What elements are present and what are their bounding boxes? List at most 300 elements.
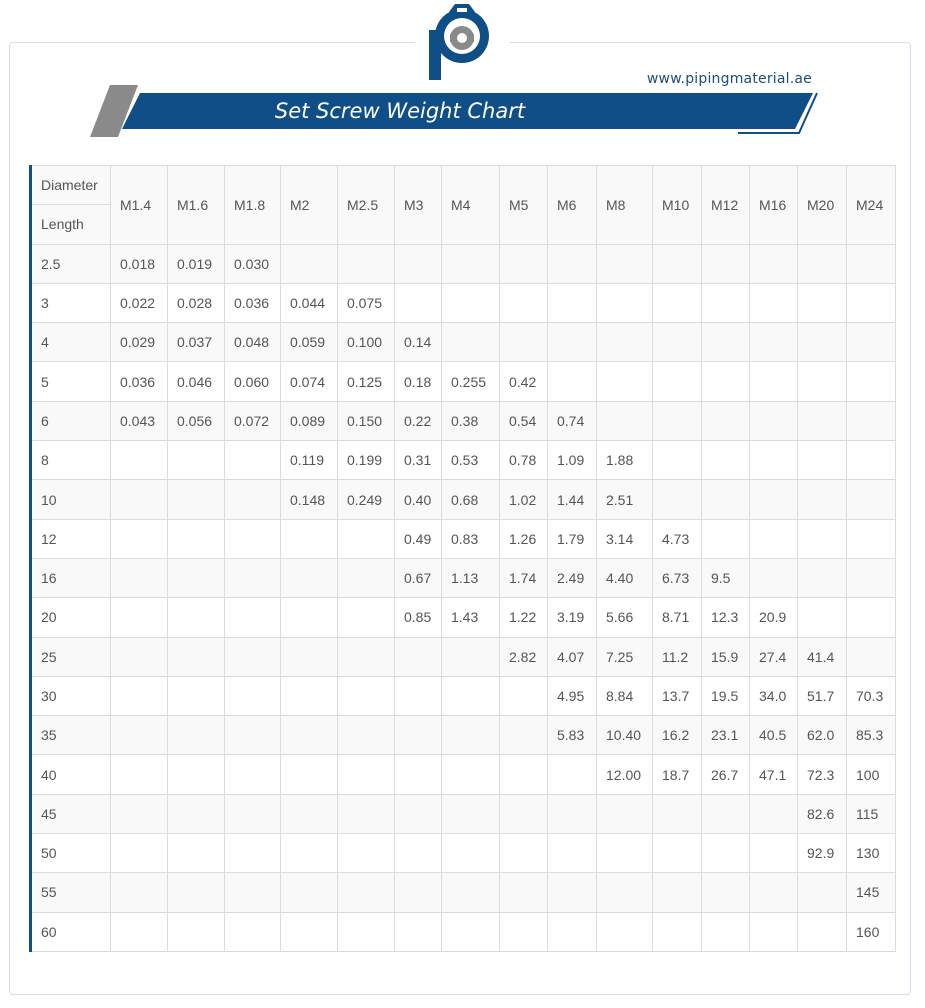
table-row <box>31 283 896 322</box>
weight-cell <box>168 912 225 951</box>
weight-cell <box>225 912 281 951</box>
weight-cell: 47.1 <box>750 755 798 794</box>
weight-cell <box>847 441 896 480</box>
weight-cell <box>653 480 702 519</box>
weight-cell <box>281 873 338 912</box>
weight-cell: 130 <box>847 834 896 873</box>
header-length: Length <box>31 205 111 244</box>
weight-cell <box>702 912 750 951</box>
weight-cell <box>225 637 281 676</box>
weight-cell <box>597 834 653 873</box>
weight-cell <box>442 283 500 322</box>
table-row <box>31 637 896 676</box>
length-cell: 60 <box>31 912 111 951</box>
weight-cell <box>597 794 653 833</box>
header-size: M16 <box>750 166 798 245</box>
weight-cell <box>338 637 395 676</box>
weight-cell <box>168 480 225 519</box>
weight-cell <box>750 912 798 951</box>
weight-cell: 0.028 <box>168 283 225 322</box>
table-row <box>31 441 896 480</box>
weight-cell: 4.73 <box>653 519 702 558</box>
weight-cell <box>281 637 338 676</box>
weight-cell: 0.49 <box>395 519 442 558</box>
weight-cell <box>597 401 653 440</box>
weight-cell: 16.2 <box>653 716 702 755</box>
length-cell: 25 <box>31 637 111 676</box>
weight-cell <box>225 558 281 597</box>
weight-cell: 0.037 <box>168 323 225 362</box>
weight-cell: 0.40 <box>395 480 442 519</box>
weight-cell: 0.029 <box>111 323 168 362</box>
weight-cell <box>702 441 750 480</box>
weight-cell <box>281 716 338 755</box>
weight-cell <box>702 834 750 873</box>
weight-cell: 0.119 <box>281 441 338 480</box>
length-cell: 35 <box>31 716 111 755</box>
weight-cell: 1.09 <box>548 441 597 480</box>
weight-cell <box>702 244 750 283</box>
weight-cell: 0.150 <box>338 401 395 440</box>
weight-cell <box>442 912 500 951</box>
weight-cell <box>225 873 281 912</box>
weight-cell <box>168 676 225 715</box>
length-cell: 40 <box>31 755 111 794</box>
weight-cell: 1.88 <box>597 441 653 480</box>
weight-cell: 0.255 <box>442 362 500 401</box>
weight-chart-table <box>29 165 896 952</box>
weight-cell <box>395 794 442 833</box>
weight-cell <box>395 755 442 794</box>
weight-cell <box>750 323 798 362</box>
weight-cell <box>597 362 653 401</box>
weight-cell <box>225 598 281 637</box>
weight-cell: 3.19 <box>548 598 597 637</box>
weight-cell <box>395 283 442 322</box>
weight-cell <box>750 794 798 833</box>
weight-cell <box>442 834 500 873</box>
weight-cell <box>168 558 225 597</box>
weight-cell <box>281 519 338 558</box>
weight-cell <box>111 519 168 558</box>
length-cell: 50 <box>31 834 111 873</box>
weight-cell <box>500 873 548 912</box>
weight-cell <box>111 480 168 519</box>
header-size: M10 <box>653 166 702 245</box>
table-row <box>31 912 896 951</box>
weight-cell <box>111 676 168 715</box>
weight-cell <box>111 794 168 833</box>
weight-cell <box>847 519 896 558</box>
weight-cell: 5.66 <box>597 598 653 637</box>
weight-cell: 0.67 <box>395 558 442 597</box>
length-cell: 5 <box>31 362 111 401</box>
weight-cell <box>750 558 798 597</box>
length-cell: 55 <box>31 873 111 912</box>
weight-cell <box>750 834 798 873</box>
weight-cell <box>847 558 896 597</box>
weight-cell <box>798 283 847 322</box>
weight-cell <box>168 834 225 873</box>
weight-cell: 0.54 <box>500 401 548 440</box>
weight-cell <box>548 834 597 873</box>
table-row <box>31 598 896 637</box>
weight-cell: 160 <box>847 912 896 951</box>
weight-cell: 0.044 <box>281 283 338 322</box>
table-row <box>31 323 896 362</box>
weight-cell <box>338 558 395 597</box>
length-cell: 12 <box>31 519 111 558</box>
header-size: M12 <box>702 166 750 245</box>
table-row <box>31 794 896 833</box>
weight-cell <box>281 755 338 794</box>
length-cell: 8 <box>31 441 111 480</box>
weight-cell <box>798 362 847 401</box>
weight-cell <box>111 441 168 480</box>
weight-cell <box>281 676 338 715</box>
weight-cell <box>225 519 281 558</box>
weight-cell <box>798 598 847 637</box>
weight-cell: 12.3 <box>702 598 750 637</box>
weight-cell <box>442 244 500 283</box>
weight-cell: 13.7 <box>653 676 702 715</box>
weight-cell: 0.38 <box>442 401 500 440</box>
weight-cell <box>847 598 896 637</box>
weight-cell <box>847 244 896 283</box>
weight-cell: 1.74 <box>500 558 548 597</box>
weight-cell: 18.7 <box>653 755 702 794</box>
weight-cell <box>442 755 500 794</box>
weight-cell: 100 <box>847 755 896 794</box>
weight-cell: 8.71 <box>653 598 702 637</box>
table-row <box>31 676 896 715</box>
table-row <box>31 244 896 283</box>
weight-cell <box>653 834 702 873</box>
weight-cell: 82.6 <box>798 794 847 833</box>
weight-cell <box>500 244 548 283</box>
header-size: M6 <box>548 166 597 245</box>
weight-cell: 51.7 <box>798 676 847 715</box>
weight-cell: 92.9 <box>798 834 847 873</box>
weight-cell <box>750 441 798 480</box>
weight-cell: 20.9 <box>750 598 798 637</box>
weight-cell <box>395 676 442 715</box>
weight-cell <box>653 912 702 951</box>
weight-cell <box>702 362 750 401</box>
weight-cell: 0.53 <box>442 441 500 480</box>
weight-cell: 1.43 <box>442 598 500 637</box>
weight-cell <box>338 519 395 558</box>
header-size: M3 <box>395 166 442 245</box>
weight-cell: 34.0 <box>750 676 798 715</box>
weight-cell: 4.40 <box>597 558 653 597</box>
header-size: M8 <box>597 166 653 245</box>
weight-cell: 23.1 <box>702 716 750 755</box>
weight-cell <box>338 598 395 637</box>
table-row <box>31 480 896 519</box>
weight-cell <box>750 362 798 401</box>
weight-cell <box>281 598 338 637</box>
table-row <box>31 873 896 912</box>
weight-cell: 0.089 <box>281 401 338 440</box>
weight-cell <box>168 755 225 794</box>
weight-cell <box>798 558 847 597</box>
weight-cell: 0.74 <box>548 401 597 440</box>
weight-cell: 8.84 <box>597 676 653 715</box>
weight-cell <box>653 873 702 912</box>
weight-cell <box>442 637 500 676</box>
weight-cell <box>168 716 225 755</box>
weight-cell: 41.4 <box>798 637 847 676</box>
weight-cell <box>798 873 847 912</box>
weight-cell <box>548 755 597 794</box>
length-cell: 6 <box>31 401 111 440</box>
weight-cell: 5.83 <box>548 716 597 755</box>
weight-cell <box>168 873 225 912</box>
weight-cell: 0.036 <box>225 283 281 322</box>
length-cell: 20 <box>31 598 111 637</box>
weight-cell: 7.25 <box>597 637 653 676</box>
weight-cell <box>442 676 500 715</box>
length-cell: 4 <box>31 323 111 362</box>
weight-cell: 0.85 <box>395 598 442 637</box>
weight-cell <box>500 755 548 794</box>
table-row <box>31 362 896 401</box>
weight-cell <box>653 244 702 283</box>
weight-cell <box>111 912 168 951</box>
weight-cell <box>653 401 702 440</box>
weight-cell <box>111 834 168 873</box>
weight-cell: 0.074 <box>281 362 338 401</box>
weight-cell: 0.199 <box>338 441 395 480</box>
header-diameter: Diameter <box>31 166 111 205</box>
weight-cell: 0.22 <box>395 401 442 440</box>
weight-cell <box>111 873 168 912</box>
weight-cell <box>168 519 225 558</box>
weight-cell <box>442 873 500 912</box>
weight-cell: 1.22 <box>500 598 548 637</box>
weight-cell: 0.046 <box>168 362 225 401</box>
weight-cell <box>500 794 548 833</box>
weight-cell <box>750 283 798 322</box>
weight-cell: 145 <box>847 873 896 912</box>
weight-cell <box>702 401 750 440</box>
header-size: M5 <box>500 166 548 245</box>
header-size: M1.4 <box>111 166 168 245</box>
table-row <box>31 401 896 440</box>
length-cell: 30 <box>31 676 111 715</box>
weight-cell: 11.2 <box>653 637 702 676</box>
weight-cell: 0.018 <box>111 244 168 283</box>
weight-cell <box>847 362 896 401</box>
weight-cell <box>702 794 750 833</box>
weight-cell <box>798 480 847 519</box>
weight-cell: 19.5 <box>702 676 750 715</box>
header-size: M4 <box>442 166 500 245</box>
table-row <box>31 755 896 794</box>
weight-cell <box>548 283 597 322</box>
weight-cell <box>168 794 225 833</box>
weight-cell <box>225 716 281 755</box>
weight-cell: 70.3 <box>847 676 896 715</box>
weight-cell: 0.31 <box>395 441 442 480</box>
weight-cell: 1.13 <box>442 558 500 597</box>
weight-cell: 1.26 <box>500 519 548 558</box>
weight-cell <box>338 834 395 873</box>
weight-cell <box>442 716 500 755</box>
weight-cell <box>847 401 896 440</box>
header-size: M1.6 <box>168 166 225 245</box>
length-cell: 10 <box>31 480 111 519</box>
weight-cell: 12.00 <box>597 755 653 794</box>
weight-cell <box>750 401 798 440</box>
weight-cell: 0.125 <box>338 362 395 401</box>
weight-cell <box>847 323 896 362</box>
weight-cell: 0.249 <box>338 480 395 519</box>
weight-cell <box>338 912 395 951</box>
weight-cell <box>847 480 896 519</box>
weight-cell <box>702 283 750 322</box>
weight-cell <box>597 244 653 283</box>
weight-cell <box>750 873 798 912</box>
weight-cell <box>168 441 225 480</box>
weight-cell <box>111 598 168 637</box>
weight-cell <box>338 873 395 912</box>
weight-cell: 4.07 <box>548 637 597 676</box>
weight-cell <box>225 834 281 873</box>
weight-cell: 0.043 <box>111 401 168 440</box>
weight-cell <box>281 912 338 951</box>
weight-cell <box>338 794 395 833</box>
header-row-diameter <box>31 166 896 205</box>
weight-cell: 6.73 <box>653 558 702 597</box>
weight-cell <box>225 755 281 794</box>
table-row <box>31 834 896 873</box>
weight-cell <box>225 441 281 480</box>
website-link[interactable]: www.pipingmaterial.ae <box>646 71 812 87</box>
weight-cell <box>548 873 597 912</box>
weight-cell: 26.7 <box>702 755 750 794</box>
weight-cell: 15.9 <box>702 637 750 676</box>
weight-cell <box>395 873 442 912</box>
weight-cell <box>653 323 702 362</box>
weight-cell <box>395 912 442 951</box>
weight-cell <box>500 716 548 755</box>
weight-cell <box>798 519 847 558</box>
weight-cell <box>225 480 281 519</box>
weight-cell: 0.100 <box>338 323 395 362</box>
weight-cell: 40.5 <box>750 716 798 755</box>
weight-cell <box>338 244 395 283</box>
weight-cell <box>111 558 168 597</box>
weight-cell <box>798 401 847 440</box>
chart-title: Set Screw Weight Chart <box>274 99 526 123</box>
weight-cell <box>597 912 653 951</box>
weight-cell: 9.5 <box>702 558 750 597</box>
weight-cell <box>798 441 847 480</box>
weight-cell <box>395 637 442 676</box>
weight-cell: 2.49 <box>548 558 597 597</box>
weight-cell <box>548 912 597 951</box>
weight-cell <box>548 794 597 833</box>
table-row <box>31 558 896 597</box>
weight-cell <box>847 637 896 676</box>
weight-cell: 72.3 <box>798 755 847 794</box>
weight-cell <box>500 912 548 951</box>
weight-cell: 0.019 <box>168 244 225 283</box>
weight-cell <box>281 834 338 873</box>
weight-cell <box>548 362 597 401</box>
weight-cell: 0.18 <box>395 362 442 401</box>
weight-cell: 0.78 <box>500 441 548 480</box>
length-cell: 16 <box>31 558 111 597</box>
company-logo <box>415 0 509 82</box>
weight-cell: 2.82 <box>500 637 548 676</box>
weight-cell <box>281 244 338 283</box>
weight-cell <box>597 873 653 912</box>
table-row <box>31 519 896 558</box>
weight-cell <box>442 323 500 362</box>
weight-cell: 0.030 <box>225 244 281 283</box>
weight-cell <box>847 283 896 322</box>
header-size: M24 <box>847 166 896 245</box>
weight-cell <box>750 244 798 283</box>
weight-cell <box>395 244 442 283</box>
weight-cell: 0.68 <box>442 480 500 519</box>
weight-cell: 0.072 <box>225 401 281 440</box>
weight-cell <box>750 519 798 558</box>
weight-cell <box>750 480 798 519</box>
weight-cell: 0.075 <box>338 283 395 322</box>
weight-cell: 0.048 <box>225 323 281 362</box>
weight-cell <box>702 519 750 558</box>
weight-cell: 1.02 <box>500 480 548 519</box>
weight-cell: 85.3 <box>847 716 896 755</box>
weight-cell: 3.14 <box>597 519 653 558</box>
weight-cell <box>168 637 225 676</box>
length-cell: 3 <box>31 283 111 322</box>
weight-cell <box>500 676 548 715</box>
weight-cell <box>395 716 442 755</box>
weight-cell <box>798 323 847 362</box>
weight-cell: 10.40 <box>597 716 653 755</box>
weight-cell: 4.95 <box>548 676 597 715</box>
weight-cell: 0.42 <box>500 362 548 401</box>
weight-cell: 0.059 <box>281 323 338 362</box>
length-cell: 45 <box>31 794 111 833</box>
header-size: M2 <box>281 166 338 245</box>
weight-cell: 0.060 <box>225 362 281 401</box>
weight-cell: 2.51 <box>597 480 653 519</box>
weight-cell <box>548 323 597 362</box>
weight-cell: 115 <box>847 794 896 833</box>
weight-cell <box>168 598 225 637</box>
weight-cell <box>702 323 750 362</box>
weight-cell: 1.79 <box>548 519 597 558</box>
weight-cell <box>281 558 338 597</box>
weight-cell <box>395 834 442 873</box>
table-row <box>31 716 896 755</box>
weight-cell: 27.4 <box>750 637 798 676</box>
weight-cell <box>653 441 702 480</box>
weight-cell <box>702 480 750 519</box>
weight-cell <box>798 912 847 951</box>
weight-cell <box>500 834 548 873</box>
header-size: M2.5 <box>338 166 395 245</box>
length-cell: 2.5 <box>31 244 111 283</box>
weight-cell <box>597 283 653 322</box>
weight-cell <box>653 362 702 401</box>
